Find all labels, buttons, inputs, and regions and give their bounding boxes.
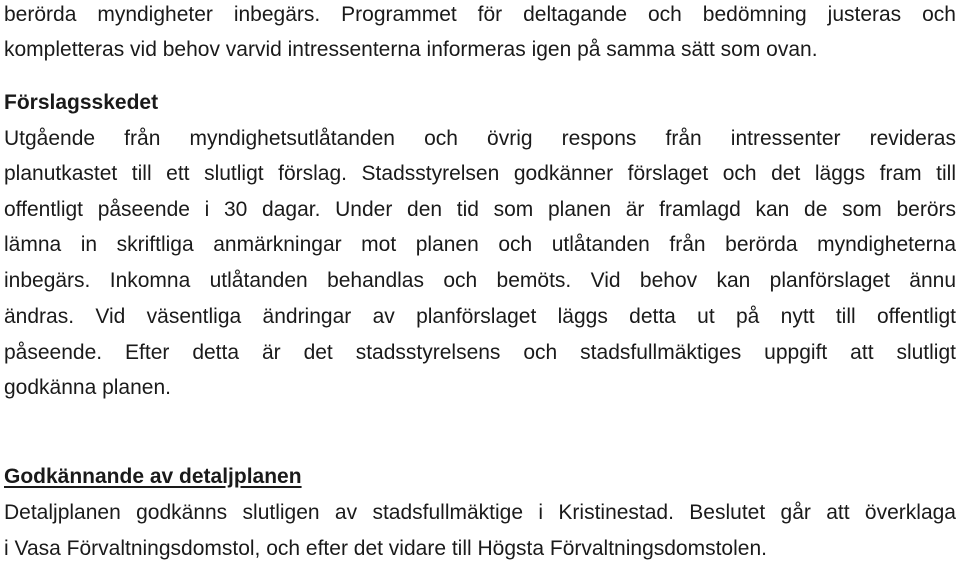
proposal-line-2: planutkastet till ett slutligt förslag. Stadsstyrelsen godkänner förslaget och det läggs fram till xyxy=(4,162,956,185)
proposal-line-6: ändras. Vid väsentliga ändringar av planförslaget läggs detta ut på nytt till offentligt xyxy=(4,305,956,328)
approval-line-2: i Vasa Förvaltningsdomstol, och efter det vidare till Högsta Förvaltningsdomstolen. xyxy=(4,537,767,560)
proposal-line-5: inbegärs. Inkomna utlåtanden behandlas och bemöts. Vid behov kan planförslaget ännu xyxy=(4,269,956,292)
intro-line-2: kompletteras vid behov varvid intressenterna informeras igen på samma sätt som ovan. xyxy=(4,38,818,61)
proposal-line-7: påseende. Efter detta är det stadsstyrelsens och stadsfullmäktiges uppgift att slutligt xyxy=(4,341,956,364)
intro-line-1: berörda myndigheter inbegärs. Programmet för deltagande och bedömning justeras och xyxy=(4,3,956,26)
proposal-line-4: lämna in skriftliga anmärkningar mot planen och utlåtanden från berörda myndigheterna xyxy=(4,233,956,256)
section-heading-godkannande xyxy=(4,462,956,492)
section-heading-forslagsskedet: Förslagsskedet xyxy=(4,91,159,114)
section-heading-text: Godkännande av detaljplanen xyxy=(4,465,302,488)
proposal-line-1: Utgående från myndighetsutlåtanden och övrig respons från intressenter revideras xyxy=(4,127,956,150)
proposal-line-8: godkänna planen. xyxy=(4,376,171,399)
approval-line-1: Detaljplanen godkänns slutligen av stadsfullmäktige i Kristinestad. Beslutet går att överklaga xyxy=(4,501,956,524)
proposal-line-3: offentligt påseende i 30 dagar. Under den tid som planen är framlagd kan de som berörs xyxy=(4,198,956,221)
